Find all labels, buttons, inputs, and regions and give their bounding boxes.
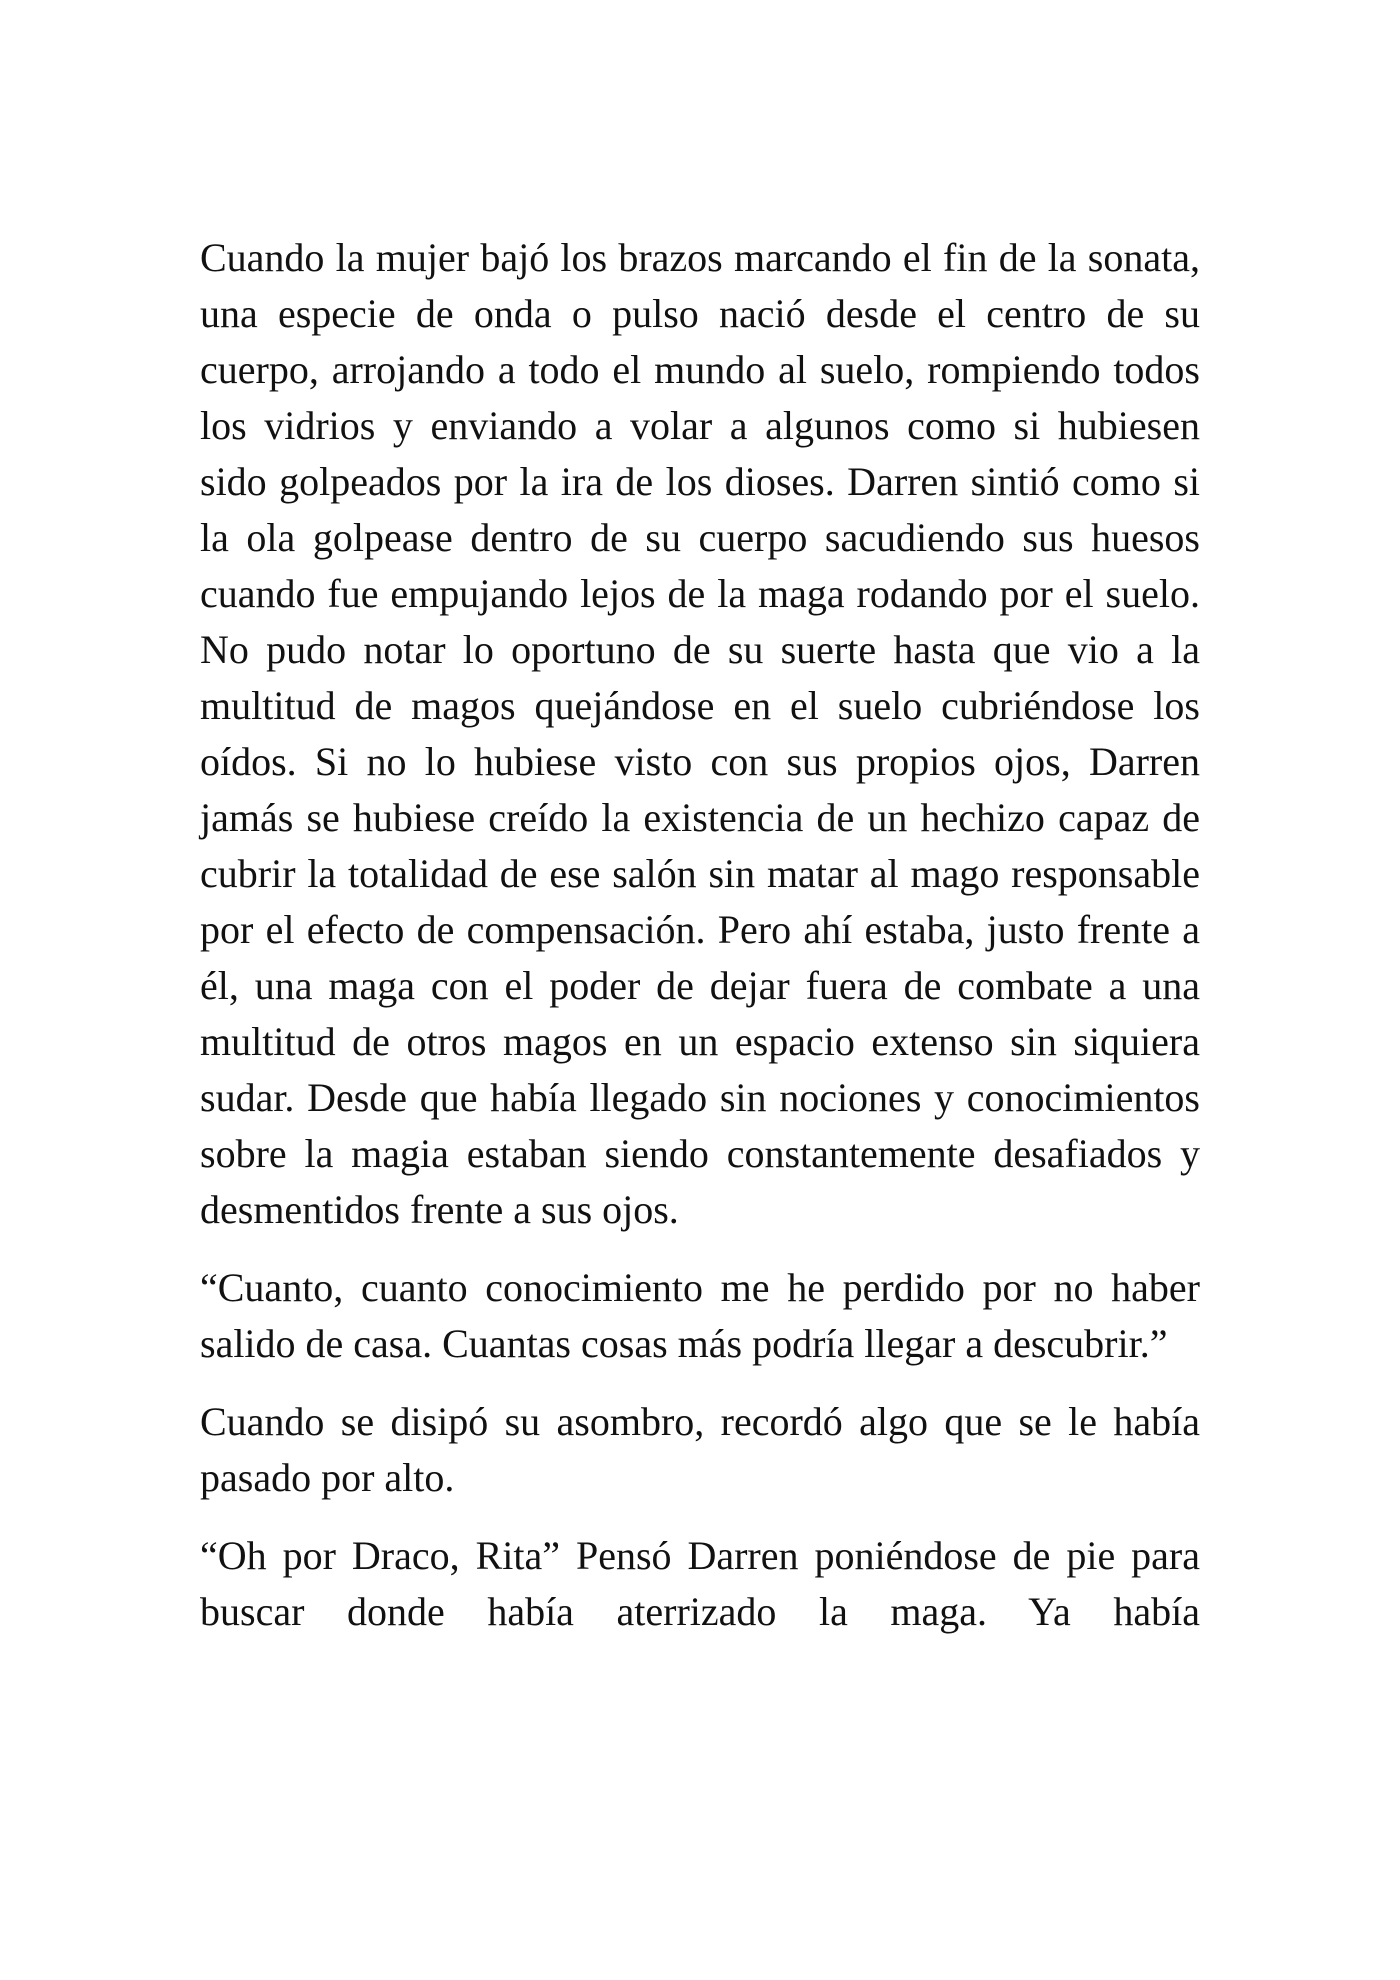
paragraph-2: “Cuanto, cuanto conocimiento me he perdido por no haber salido de casa. Cuantas cosas más podría llegar a descubrir.”: [200, 1265, 1200, 1366]
paragraph-3: Cuando se disipó su asombro, recordó algo que se le había pasado por alto.: [200, 1399, 1200, 1500]
paragraph-4: “Oh por Draco, Rita” Pensó Darren poniéndose de pie para buscar donde había aterrizado la maga. Ya había: [200, 1533, 1200, 1634]
document-page: [200, 230, 1200, 1640]
paragraph-1: Cuando la mujer bajó los brazos marcando el fin de la sonata, una especie de onda o pulso nació desde el centro de su cuerpo, arrojando a todo el mundo al suelo, rompiendo todos los vidrios y enviando a volar a algunos como si hubiesen sido golpeados por la ira de los dioses. Darren sintió como si la ola golpease dentro de su cuerpo sacudiendo sus huesos cuando fue empujando lejos de la maga rodando por el suelo. No pudo notar lo oportuno de su suerte hasta que vio a la multitud de magos quejándose en el suelo cubriéndose los oídos. Si no lo hubiese visto con sus propios ojos, Darren jamás se hubiese creído la existencia de un hechizo capaz de cubrir la totalidad de ese salón sin matar al mago responsable por el efecto de compensación. Pero ahí estaba, justo frente a él, una maga con el poder de dejar fuera de combate a una multitud de otros magos en un espacio extenso sin siquiera sudar. Desde que había llegado sin nociones y conocimientos sobre la magia estaban siendo constantemente desafiados y desmentidos frente a sus ojos.: [200, 235, 1200, 1232]
